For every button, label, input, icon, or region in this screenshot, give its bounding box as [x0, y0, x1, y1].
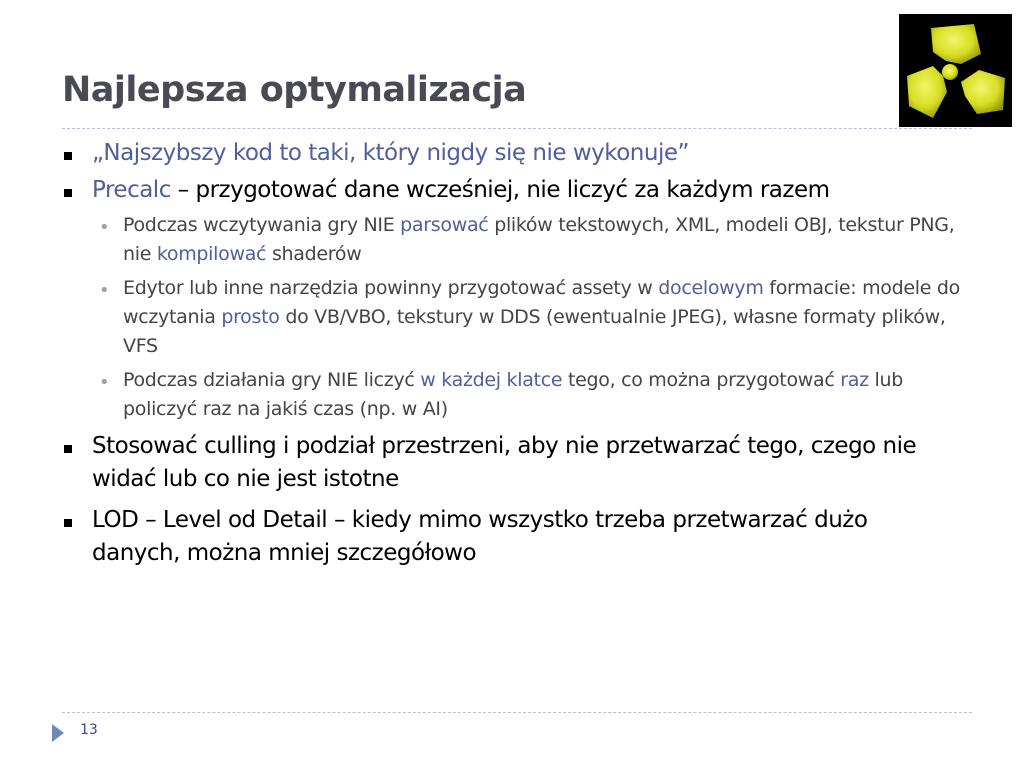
bullet-text	[92, 174, 962, 207]
accent-term: w każdej klatce	[420, 369, 563, 391]
sub-bullet-item	[62, 211, 962, 269]
square-bullet-icon	[64, 152, 72, 160]
square-bullet-icon	[64, 189, 72, 197]
square-bullet-icon	[64, 519, 72, 527]
bullet-quote: „Najszybszy kod to taki, który nigdy się nie wykonuje”	[92, 140, 689, 166]
square-bullet-icon	[64, 445, 72, 453]
text-segment: formacie: modele do wczytania	[123, 277, 960, 328]
bullet-text: LOD – Level od Detail – kiedy mimo wszystko trzeba przetwarzać dużo danych, można mniej szczegółowo	[92, 507, 868, 566]
bullet-text: Stosować culling i podział przestrzeni, aby nie przetwarzać tego, czego nie widać lub co nie jest istotne	[92, 433, 917, 492]
text-segment: Edytor lub inne narzędzia powinny przygotować assety w	[123, 277, 659, 299]
radiation-trefoil-logo-icon	[899, 14, 1012, 127]
text-segment: do VB/VBO, tekstury w DDS (ewentualnie JPEG), własne formaty plików, VFS	[123, 306, 946, 357]
text-segment: Podczas wczytywania gry NIE	[123, 214, 401, 236]
slide-content	[62, 137, 962, 570]
bullet-item	[62, 174, 962, 207]
title-divider	[62, 128, 972, 129]
text-segment: tego, co można przygotować	[562, 369, 841, 391]
dot-bullet-icon: •	[99, 217, 110, 238]
sub-bullet-text	[123, 366, 962, 424]
sub-bullet-item	[62, 274, 962, 361]
bullet-term: Precalc	[92, 177, 171, 203]
sub-bullet-text	[123, 274, 962, 361]
accent-term: docelowym	[658, 277, 764, 299]
footer-divider	[62, 712, 972, 713]
bullet-item	[62, 430, 962, 496]
accent-term: kompilować	[156, 243, 267, 265]
text-segment: shaderów	[266, 243, 362, 265]
dot-bullet-icon: •	[99, 280, 110, 301]
triangle-marker-icon	[52, 724, 64, 742]
bullet-item	[62, 504, 962, 570]
text-segment: Podczas działania gry NIE liczyć	[123, 369, 421, 391]
dot-bullet-icon: •	[99, 372, 110, 393]
sub-bullet-item	[62, 366, 962, 424]
page-number: 13	[80, 722, 98, 738]
bullet-item	[62, 137, 962, 170]
accent-term: raz	[840, 369, 869, 391]
bullet-rest: – przygotować dane wcześniej, nie liczyć za każdym razem	[170, 177, 830, 203]
accent-term: prosto	[221, 306, 280, 328]
sub-bullet-text	[123, 211, 962, 269]
accent-term: parsować	[400, 214, 489, 236]
slide-title: Najlepsza optymalizacja	[62, 70, 527, 110]
text-segment: plików tekstowych, XML, modeli OBJ, tekstur PNG, nie	[123, 214, 955, 265]
text-segment: lub policzyć raz na jakiś czas (np. w AI)	[123, 369, 904, 420]
